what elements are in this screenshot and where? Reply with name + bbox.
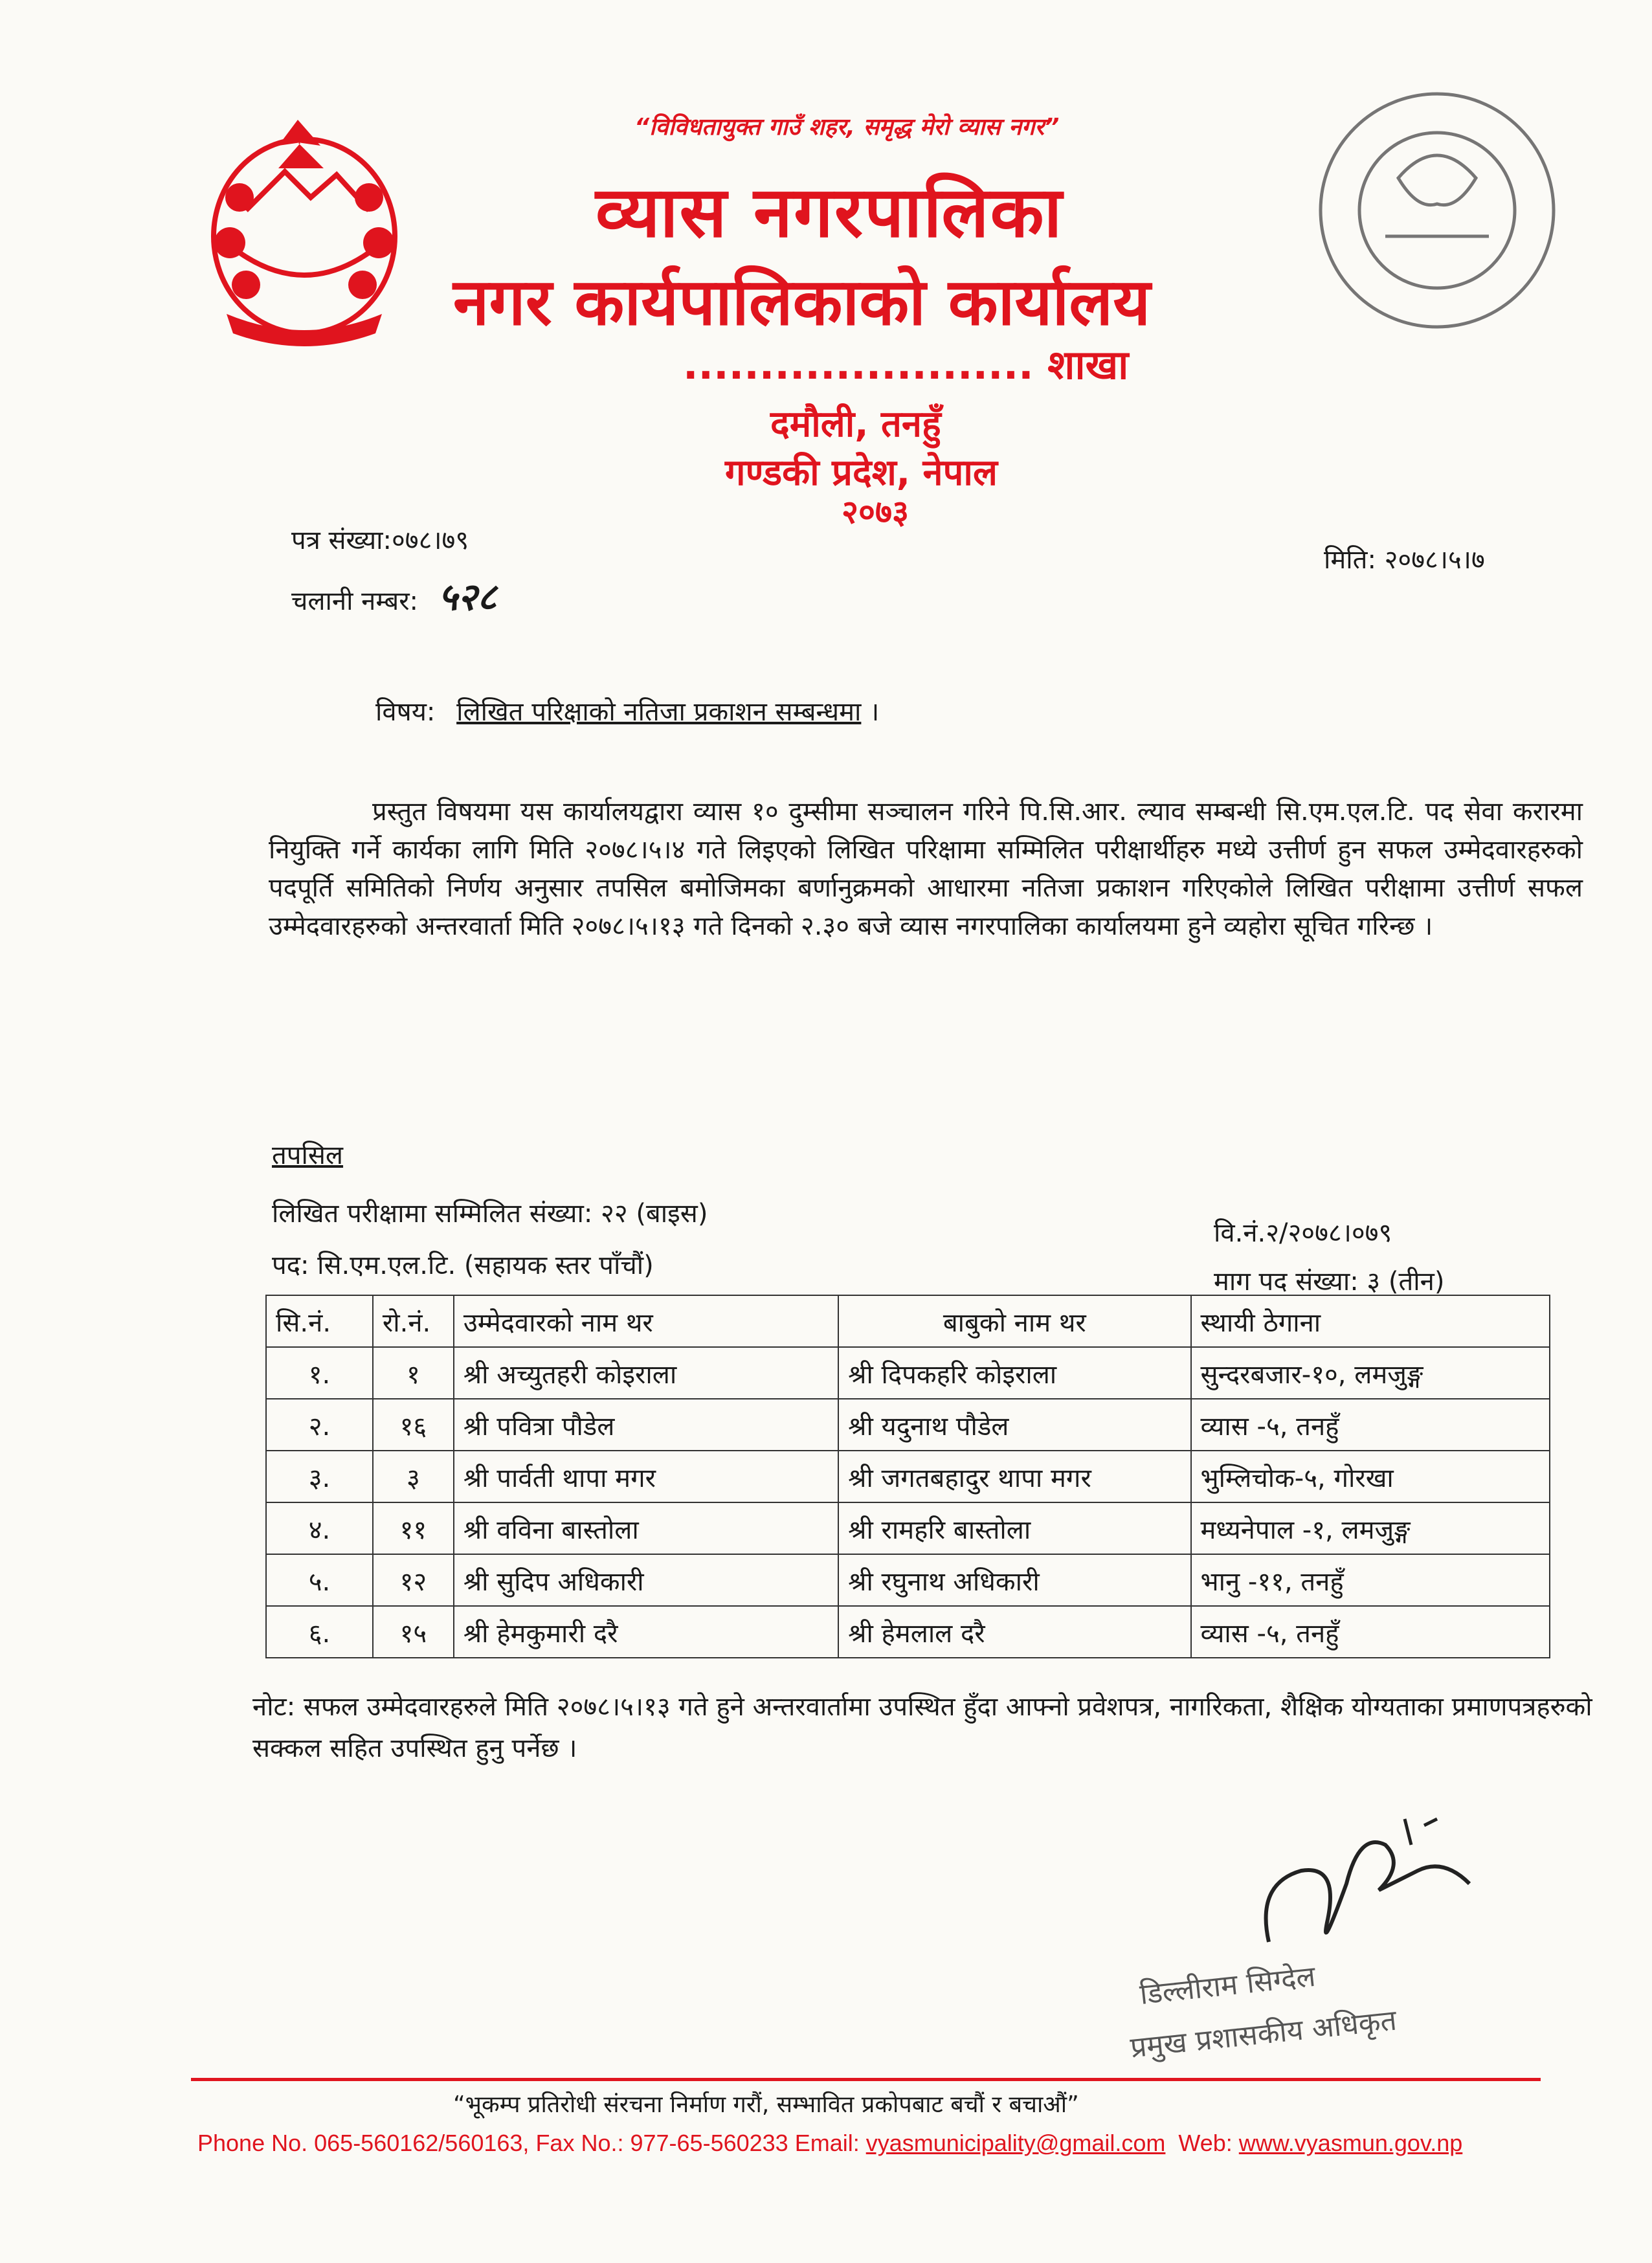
table-row [266, 1606, 1550, 1658]
header-serial: सि.नं. [266, 1295, 373, 1347]
table-row [266, 1347, 1550, 1399]
subject-text: लिखित परिक्षाको नतिजा प्रकाशन सम्बन्धमा [456, 697, 862, 727]
cell-serial: ६. [266, 1606, 373, 1658]
cell-father: श्री रामहरि बास्तोला [838, 1502, 1190, 1554]
web-label: Web: [1165, 2130, 1239, 2156]
demand-post-count: माग पद संख्या: ३ (तीन) [1214, 1267, 1445, 1297]
header-address: स्थायी ठेगाना [1191, 1295, 1550, 1347]
dispatch-number [291, 570, 497, 621]
table-row [266, 1451, 1550, 1502]
subject-line [375, 693, 879, 728]
email-link[interactable]: vyasmunicipality@gmail.com [865, 2130, 1166, 2156]
table-header-row [266, 1295, 1550, 1347]
cell-serial: १. [266, 1347, 373, 1399]
cell-father: श्री हेमलाल दरै [838, 1606, 1190, 1658]
note-paragraph: नोट: सफल उम्मेदवारहरुले मिति २०७८।५।१३ गते हुने अन्तरवार्तामा उपस्थित हुँदा आफ्नो प्रवेशपत्र, नागरिकता, शैक्षिक योग्यताका प्रमाणपत्रहरुको सक्कल सहित उपस्थित हुनु पर्नेछ । [252, 1692, 1592, 1763]
letter-number: पत्र संख्या:०७८।७९ [291, 526, 469, 555]
body-paragraph: प्रस्तुत विषयमा यस कार्यालयद्वारा व्यास १० दुम्सीमा सञ्चालन गरिने पि.सि.आर. ल्याव सम्बन्धी सि.एम.एल.टि. पद सेवा करारमा नियुक्ति गर्ने कार्यका लागि मिति २०७८।५।४ गते लिइएको लिखित परिक्षामा सम्मिलित परीक्षार्थीहरु मध्ये उत्तीर्ण हुन सफल उम्मेदवारहरुको पदपूर्ति समितिको निर्णय अनुसार तपसिल बमोजिमका बर्णानुक्रमको आधारमा नतिजा प्रकाशन गरिएकोले लिखित परीक्षामा उत्तीर्ण सफल उम्मेदवारहरुको अन्तरवार्ता मिति २०७८।५।१३ गते दिनको २.३० बजे व्यास नगरपालिका कार्यालयमा हुने व्यहोरा सूचित गरिन्छ । [269, 797, 1583, 941]
cell-father: श्री दिपकहरि कोइराला [838, 1347, 1190, 1399]
cell-roll: ११ [373, 1502, 454, 1554]
office-title: नगर कार्यपालिकाको कार्यालय [453, 264, 1151, 340]
dispatch-value: ५२८ [438, 575, 497, 619]
cell-address: सुन्दरबजार-१०, लमजुङ्ग [1191, 1347, 1550, 1399]
dispatch-label: चलानी नम्बर: [291, 586, 419, 616]
cell-address: व्यास -५, तनहुँ [1191, 1606, 1550, 1658]
nepal-emblem-logo [201, 113, 408, 346]
established-year: २०७३ [842, 493, 909, 531]
header-roll: रो.नं. [373, 1295, 454, 1347]
cell-father: श्री जगतबहादुर थापा मगर [838, 1451, 1190, 1502]
footer-slogan: “भूकम्प प्रतिरोधी संरचना निर्माण गरौं, सम्भावित प्रकोपबाट बचौं र बचाऔं” [453, 2091, 1079, 2118]
municipality-title: व्यास नगरपालिका [596, 172, 1064, 253]
cell-address: मध्यनेपाल -१, लमजुङ्ग [1191, 1502, 1550, 1554]
post-name: पद: सि.एम.एल.टि. (सहायक स्तर पाँचौं) [272, 1251, 654, 1280]
cell-candidate: श्री पार्वती थापा मगर [454, 1451, 838, 1502]
cell-serial: ३. [266, 1451, 373, 1502]
cell-candidate: श्री हेमकुमारी दरै [454, 1606, 838, 1658]
table-row [266, 1554, 1550, 1606]
letter-date: मिति: २०७८।५।७ [1324, 545, 1485, 575]
cell-candidate: श्री सुदिप अधिकारी [454, 1554, 838, 1606]
cell-serial: ४. [266, 1502, 373, 1554]
contact-line [197, 2130, 1462, 2157]
signature-mark [1249, 1806, 1495, 1974]
cell-address: भुम्लिचोक-५, गोरखा [1191, 1451, 1550, 1502]
footer-divider [191, 2078, 1541, 2081]
signatory-title: प्रमुख प्रशासकीय अधिकृत [1128, 2003, 1398, 2065]
header-slogan: “विविधतायुक्त गाउँ शहर, समृद्ध मेरो व्यास नगर” [634, 114, 1060, 140]
table-row [266, 1502, 1550, 1554]
address-line-2: गण्डकी प्रदेश, नेपाल [725, 452, 998, 494]
cell-father: श्री रघुनाथ अधिकारी [838, 1554, 1190, 1606]
office-seal-stamp [1308, 81, 1567, 340]
cell-candidate: श्री अच्युतहरी कोइराला [454, 1347, 838, 1399]
results-table [265, 1295, 1550, 1658]
branch-line: ....................... शाखा [683, 341, 1129, 388]
cell-address: भानु -११, तनहुँ [1191, 1554, 1550, 1606]
cell-roll: १२ [373, 1554, 454, 1606]
participant-count: लिखित परीक्षामा सम्मिलित संख्या: २२ (बाइस) [272, 1199, 708, 1229]
cell-roll: १५ [373, 1606, 454, 1658]
cell-serial: २. [266, 1399, 373, 1451]
table-row [266, 1399, 1550, 1451]
cell-candidate: श्री पवित्रा पौडेल [454, 1399, 838, 1451]
header-father: बाबुको नाम थर [838, 1295, 1190, 1347]
subject-label: विषय: [375, 697, 436, 727]
cell-roll: १६ [373, 1399, 454, 1451]
cell-address: व्यास -५, तनहुँ [1191, 1399, 1550, 1451]
cell-roll: १ [373, 1347, 454, 1399]
cell-father: श्री यदुनाथ पौडेल [838, 1399, 1190, 1451]
cell-candidate: श्री वविना बास्तोला [454, 1502, 838, 1554]
advertisement-number: वि.नं.२/२०७८।०७९ [1214, 1218, 1392, 1248]
tapsil-heading: तपसिल [272, 1141, 344, 1170]
address-line-1: दमौली, तनहुँ [770, 403, 941, 445]
cell-roll: ३ [373, 1451, 454, 1502]
cell-serial: ५. [266, 1554, 373, 1606]
subject-end: । [861, 697, 880, 727]
header-candidate: उम्मेदवारको नाम थर [454, 1295, 838, 1347]
website-link[interactable]: www.vyasmun.gov.np [1238, 2130, 1463, 2156]
signatory-name: डिल्लीराम सिग्देल [1138, 1959, 1317, 2012]
contact-prefix: Phone No. 065-560162/560163, Fax No.: 977-65-560233 Email: [197, 2130, 866, 2156]
